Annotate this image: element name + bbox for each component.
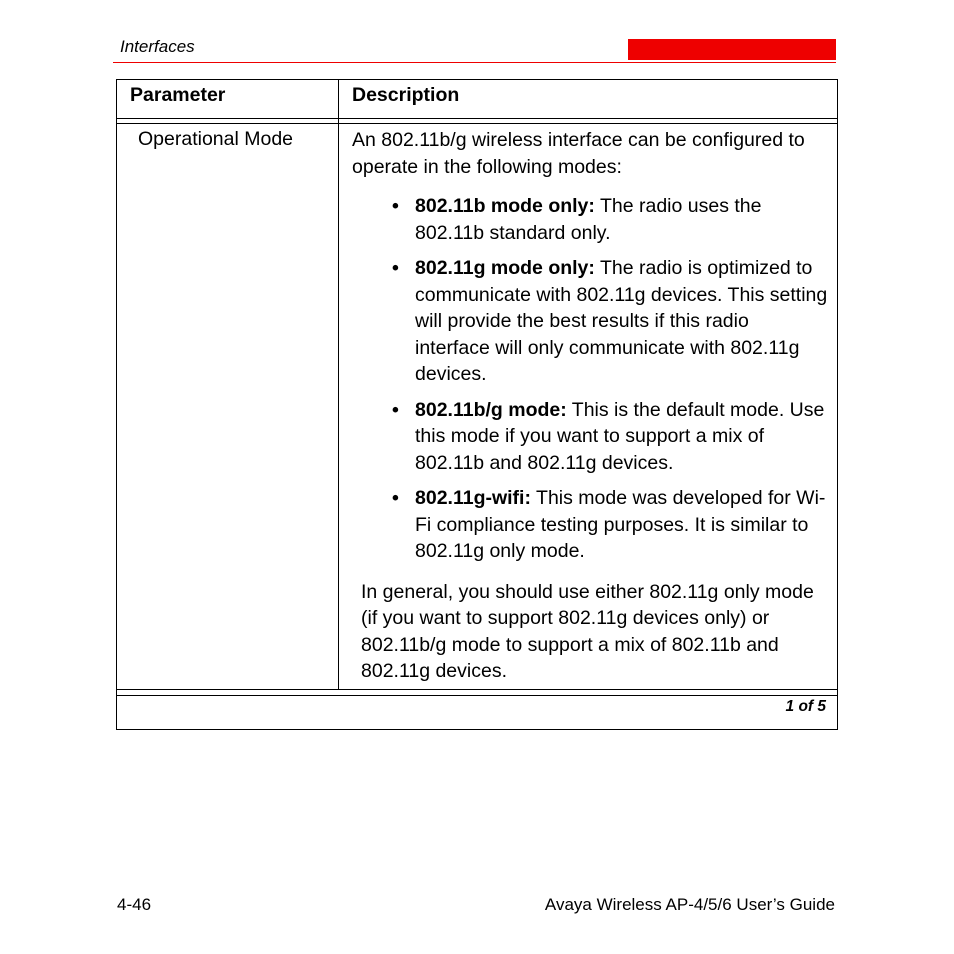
column-divider [338, 80, 339, 690]
mode-term: 802.11b/g mode: [415, 398, 567, 421]
section-title: Interfaces [120, 37, 195, 56]
list-item [352, 255, 828, 388]
mode-text: This is the default mode. Use this mode if you want to support a mix of 802.11b and 802.11g devices. [415, 398, 825, 474]
list-item [352, 485, 828, 565]
mode-text: The radio uses the 802.11b standard only. [415, 195, 762, 244]
description-closing: In general, you should use either 802.11g only mode (if you want to support 802.11g devices only) or 802.11b/g mode to support a mix of 802.11b and 802.11g devices. [361, 580, 814, 682]
column-header-description: Description [352, 84, 460, 106]
bullet-icon: • [392, 487, 399, 509]
list-item [352, 397, 828, 477]
header-rule [113, 62, 836, 63]
mode-term: 802.11b mode only: [415, 195, 595, 217]
header-divider-double [117, 123, 837, 124]
column-header-parameter: Parameter [130, 84, 226, 106]
bullet-icon: • [392, 257, 399, 279]
guide-title: Avaya Wireless AP-4/5/6 User’s Guide [544, 895, 835, 914]
description-intro: An 802.11b/g wireless interface can be configured to operate in the following modes: [352, 129, 805, 178]
mode-term: 802.11g mode only: [415, 257, 595, 279]
parameter-table [116, 79, 838, 730]
bullet-icon: • [392, 398, 399, 421]
row-divider-double [117, 695, 837, 696]
parameter-name: Operational Mode [138, 128, 294, 150]
description-cell [352, 127, 828, 685]
mode-text: The radio is optimized to communicate with 802.11g devices. This setting will provide the best results if this radio interface will only communicate with 802.11g devices. [415, 257, 828, 385]
page-number: 4-46 [117, 895, 152, 914]
row-divider [117, 689, 837, 690]
header-divider [117, 118, 837, 119]
header-accent-bar [628, 39, 836, 60]
table-page-count: 1 of 5 [785, 698, 826, 715]
mode-list [352, 193, 828, 565]
bullet-icon: • [392, 195, 399, 217]
mode-term: 802.11g-wifi: [415, 487, 531, 509]
list-item [352, 193, 828, 246]
mode-text: This mode was developed for Wi-Fi compliance testing purposes. It is similar to 802.11g only mode. [415, 487, 826, 562]
